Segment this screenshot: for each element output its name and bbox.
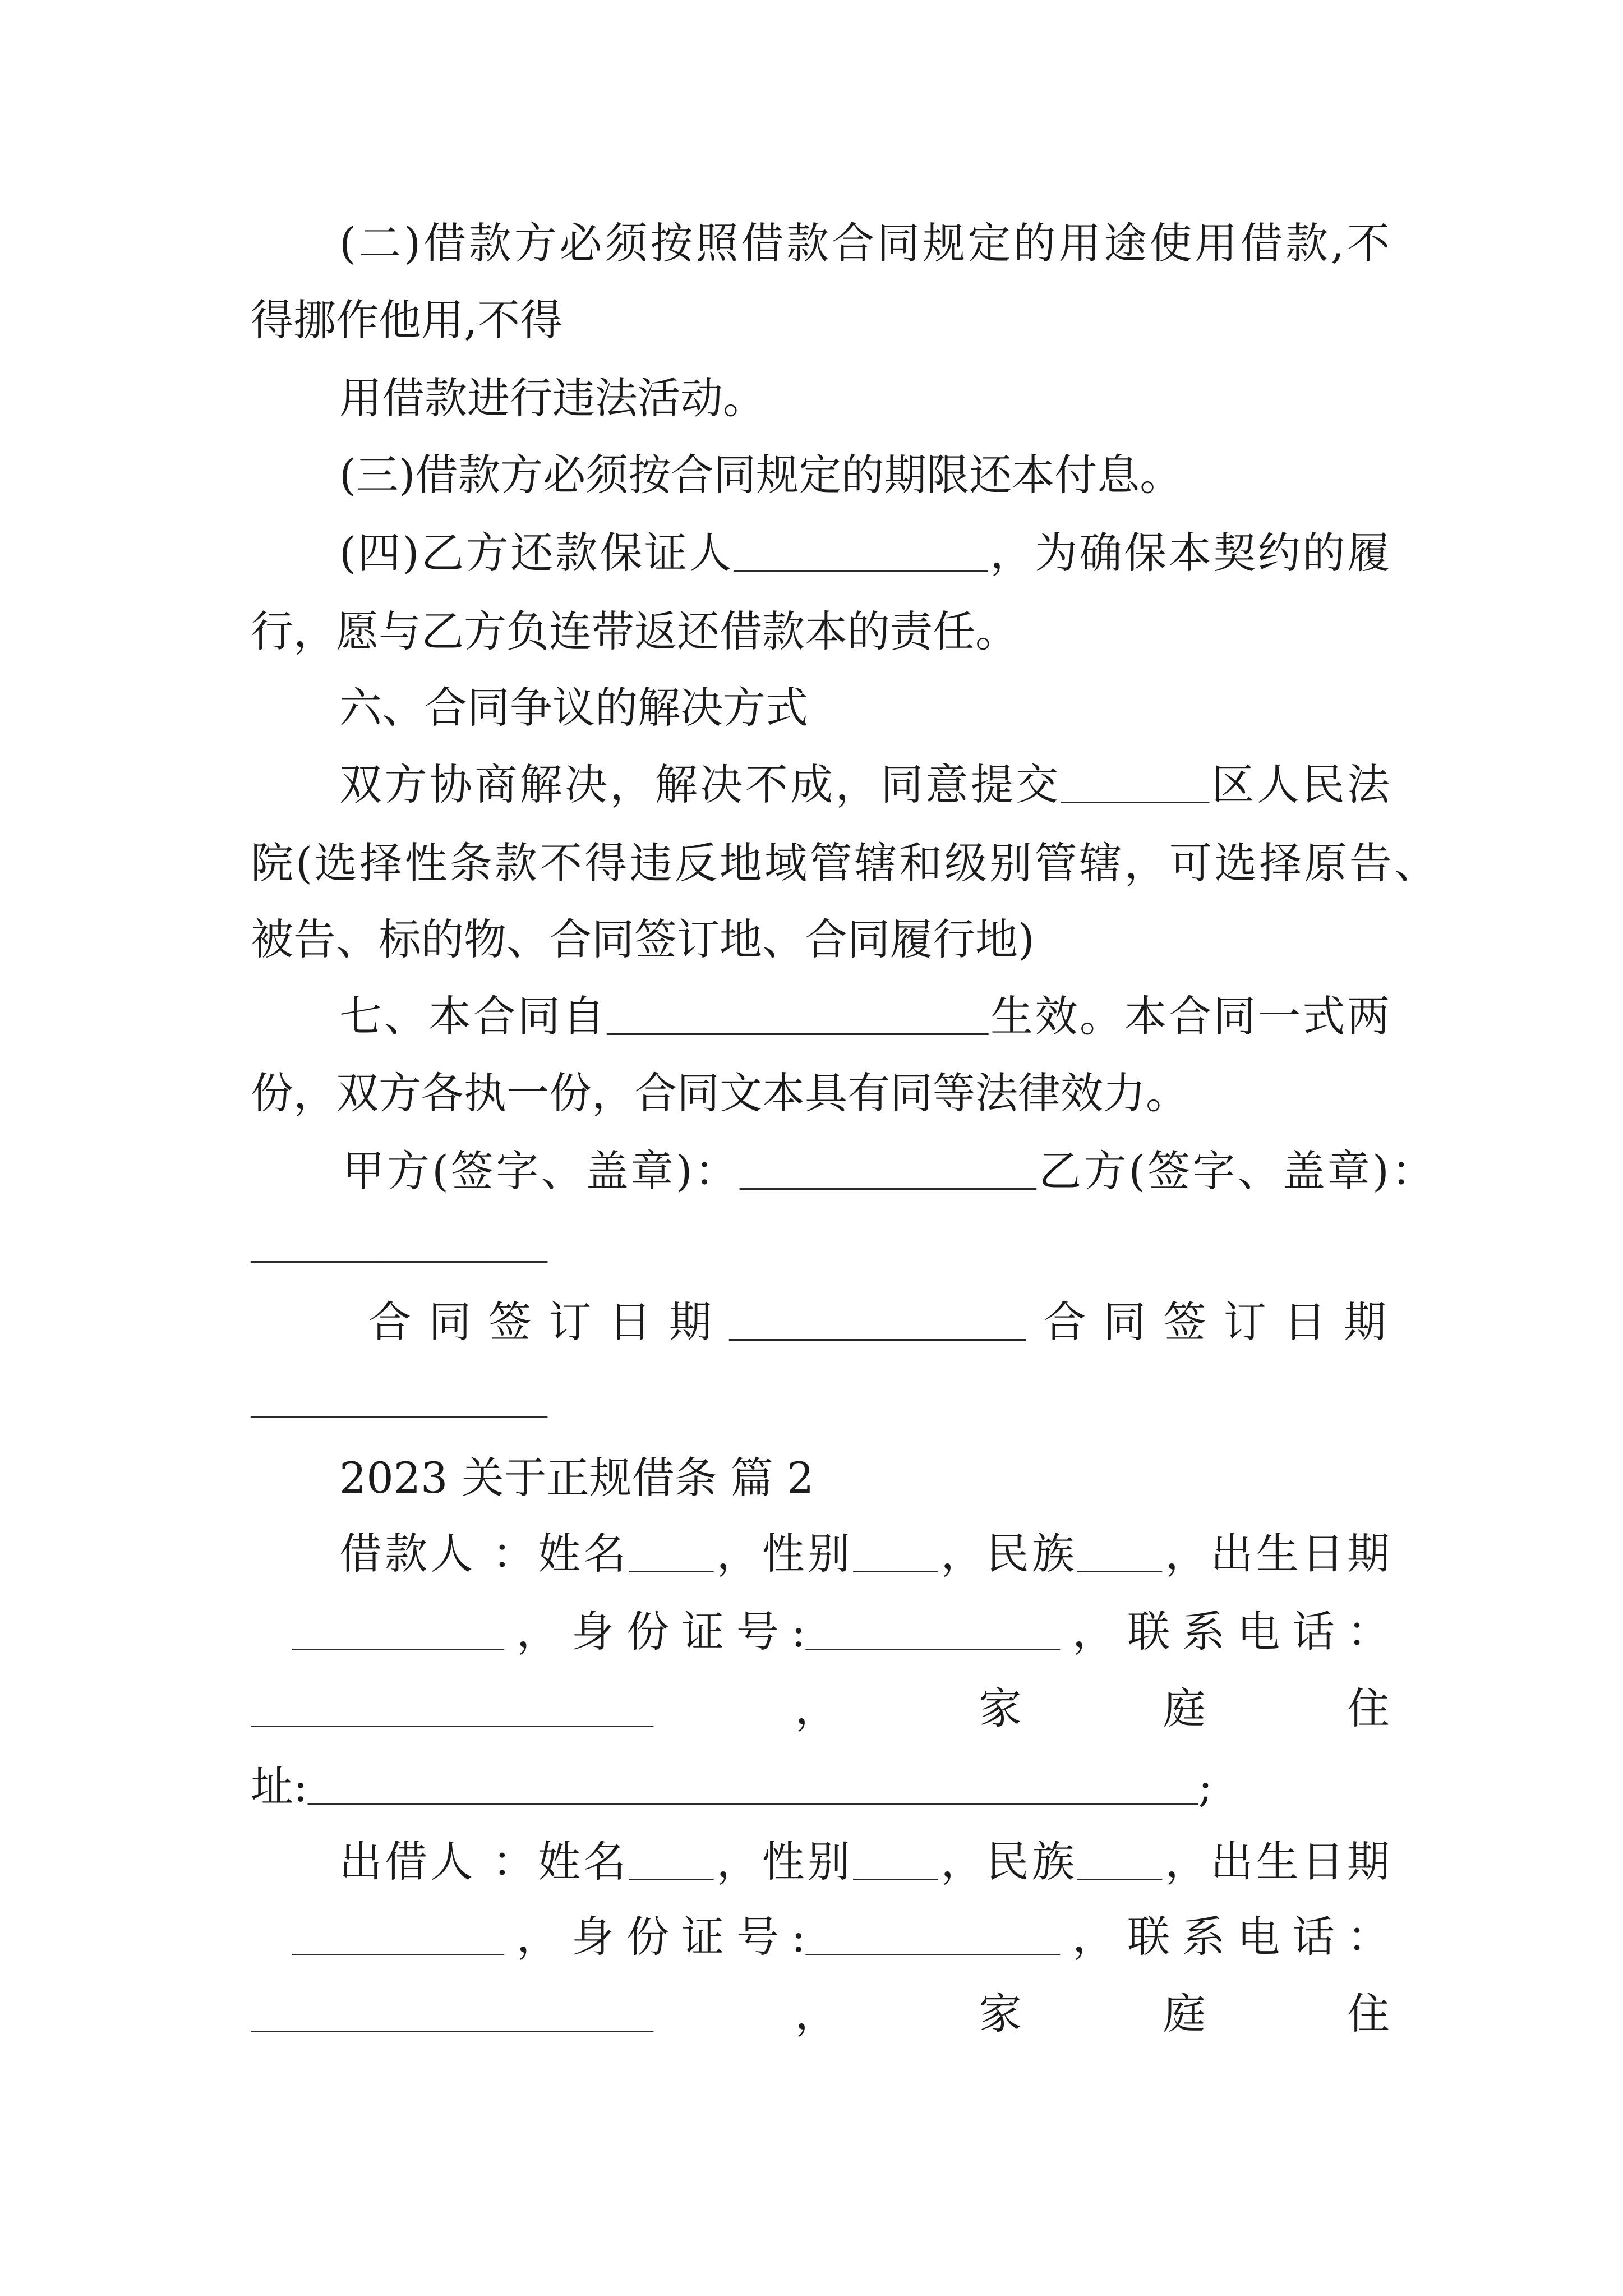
court-blank: _______ bbox=[1061, 770, 1210, 810]
effective-text-end: 生效。本合同一式两 bbox=[988, 991, 1390, 1041]
clause-2-line-3: 用借款进行违法活动。 bbox=[339, 373, 766, 423]
lender-gender-blank: ____ bbox=[853, 1847, 938, 1887]
section-7-line-1 bbox=[339, 988, 1390, 1045]
lender-comma: ， bbox=[795, 1989, 838, 2039]
borrower-phone-label: ，联系电话： bbox=[1060, 1607, 1390, 1657]
lender-address-char-2: 庭 bbox=[1163, 1989, 1206, 2039]
lender-id-label: ，身份证号: bbox=[504, 1912, 806, 1962]
lender-gender-label: ，性别 bbox=[713, 1837, 854, 1887]
lender-phone-blank: ___________________ bbox=[251, 1999, 654, 2039]
lender-birthdate-label: ，出生日期 bbox=[1162, 1837, 1390, 1887]
borrower-line-1 bbox=[339, 1526, 1390, 1582]
dispute-text-end: 区人民法 bbox=[1209, 760, 1390, 809]
effective-text-start: 七、本合同自 bbox=[339, 991, 607, 1041]
party-b-date-blank: ______________ bbox=[251, 1385, 548, 1425]
lender-line-1 bbox=[339, 1834, 1390, 1890]
clause-2-line-1: (二)借款方必须按照借款合同规定的用途使用借款,不 bbox=[339, 218, 1390, 268]
lender-id-blank: ____________ bbox=[805, 1922, 1061, 1962]
section-7-line-2: 份，双方各执一份，合同文本具有同等法律效力。 bbox=[251, 1068, 1188, 1118]
lender-birthdate-blank: __________ bbox=[292, 1922, 505, 1962]
borrower-phone-blank: ___________________ bbox=[251, 1694, 654, 1734]
borrower-ethnicity-blank: ____ bbox=[1077, 1539, 1163, 1579]
borrower-address-end: ; bbox=[1198, 1761, 1213, 1811]
borrower-address-char-3: 住 bbox=[1347, 1683, 1390, 1733]
party-b-date-label: 合同签订日期 bbox=[1026, 1297, 1387, 1347]
lender-line-2 bbox=[292, 1909, 1390, 1965]
clause-4-text-end: ，为确保本契约的履 bbox=[988, 528, 1390, 578]
borrower-address-char-1: 家 bbox=[979, 1683, 1022, 1733]
party-a-date-blank: ______________ bbox=[728, 1308, 1026, 1347]
borrower-birthdate-label: ，出生日期 bbox=[1162, 1529, 1390, 1579]
borrower-line-3 bbox=[251, 1681, 1390, 1737]
lender-name-blank: ____ bbox=[629, 1847, 714, 1887]
borrower-name-blank: ____ bbox=[629, 1539, 714, 1579]
borrower-comma: ， bbox=[795, 1683, 838, 1733]
dispute-line-1 bbox=[339, 757, 1390, 813]
dispute-line-2: 院(选择性条款不得违反地域管辖和级别管辖，可选择原告、 bbox=[251, 838, 1437, 888]
lender-line-3 bbox=[251, 1986, 1390, 2042]
borrower-address-blank: __________________________________________ bbox=[307, 1772, 1198, 1812]
borrower-address-label: 址: bbox=[251, 1761, 308, 1811]
borrower-gender-blank: ____ bbox=[853, 1539, 938, 1579]
section-6-heading: 六、合同争议的解决方式 bbox=[339, 683, 808, 733]
party-b-signature-blank: ______________ bbox=[251, 1230, 548, 1269]
borrower-ethnicity-label: ，民族 bbox=[938, 1529, 1077, 1579]
dispute-line-3: 被告、标的物、合同签订地、合同履行地) bbox=[251, 914, 1035, 964]
borrower-address-char-2: 庭 bbox=[1163, 1683, 1206, 1733]
signature-line bbox=[342, 1143, 1434, 1199]
party-b-signature-blank-line bbox=[251, 1216, 547, 1272]
clause-4-line-2: 行，愿与乙方负连带返还借款本的责任。 bbox=[251, 606, 1018, 656]
guarantor-blank: ____________ bbox=[734, 539, 988, 578]
lender-address-char-1: 家 bbox=[979, 1989, 1022, 2039]
lender-label: 出借人 ：姓名 bbox=[339, 1837, 629, 1887]
party-b-signature-label: 乙方(签字、盖章)： bbox=[1036, 1146, 1434, 1196]
clause-4-line-1 bbox=[339, 525, 1390, 581]
borrower-id-label: ，身份证号: bbox=[504, 1607, 806, 1657]
lender-phone-label: ，联系电话： bbox=[1060, 1912, 1390, 1962]
lender-ethnicity-blank: ____ bbox=[1077, 1847, 1163, 1887]
borrower-gender-label: ，性别 bbox=[713, 1529, 854, 1579]
lender-address-char-3: 住 bbox=[1347, 1989, 1390, 2039]
borrower-id-blank: ____________ bbox=[805, 1617, 1061, 1657]
dispute-text-start: 双方协商解决，解决不成，同意提交 bbox=[339, 760, 1061, 809]
section-title: 2023 关于正规借条 篇 2 bbox=[339, 1453, 814, 1503]
effective-date-blank: __________________ bbox=[607, 1002, 989, 1042]
party-a-signature-blank: ______________ bbox=[739, 1157, 1037, 1197]
borrower-line-4 bbox=[251, 1759, 1212, 1815]
party-a-signature-label: 甲方(签字、盖章)： bbox=[342, 1146, 740, 1196]
signing-date-line bbox=[368, 1294, 1386, 1350]
borrower-birthdate-blank: __________ bbox=[292, 1617, 505, 1657]
clause-2-line-2: 得挪作他用,不得 bbox=[251, 295, 563, 345]
party-a-date-label: 合同签订日期 bbox=[368, 1297, 729, 1347]
clause-3-line: (三)借款方必须按合同规定的期限还本付息。 bbox=[339, 450, 1183, 500]
borrower-label: 借款人 ：姓名 bbox=[339, 1529, 629, 1579]
lender-ethnicity-label: ，民族 bbox=[938, 1837, 1077, 1887]
party-b-date-blank-line bbox=[251, 1372, 547, 1428]
borrower-line-2 bbox=[292, 1604, 1390, 1660]
clause-4-text-start: (四)乙方还款保证人 bbox=[339, 528, 734, 578]
